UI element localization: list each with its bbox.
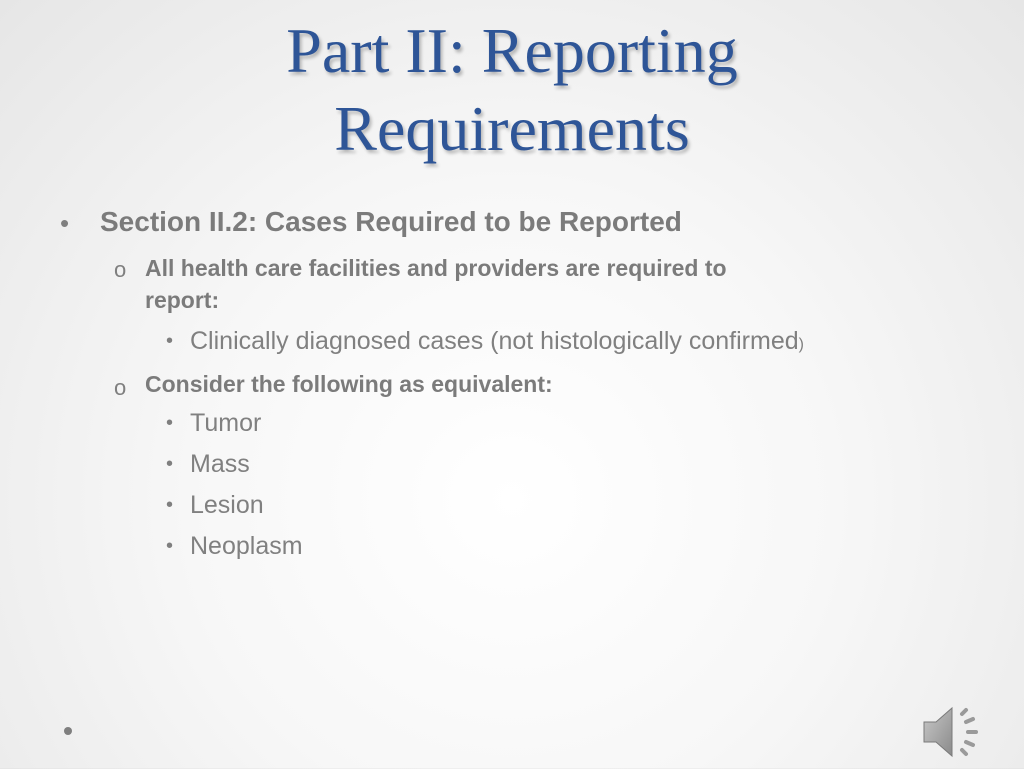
list-item: Tumor: [190, 409, 262, 437]
sub-sub-bullet-marker: •: [166, 330, 174, 352]
empty-bullet-dot: [64, 727, 72, 735]
sub-sub-bullet-marker: •: [166, 412, 174, 434]
sub-bullet-text-line-2: report:: [145, 287, 220, 313]
slide-title-line-2: Requirements: [334, 93, 690, 164]
sub-sub-bullet-marker: •: [166, 494, 174, 516]
bullet-marker: •: [60, 208, 70, 238]
list-item: [190, 327, 804, 356]
sub-sub-bullet-marker: •: [166, 535, 174, 557]
sub-bullet-marker: o: [114, 257, 127, 282]
section-heading: Section II.2: Cases Required to be Reported: [100, 206, 682, 237]
speaker-icon-graphic: [918, 700, 990, 764]
list-item: Lesion: [190, 491, 264, 519]
list-item: Mass: [190, 450, 250, 478]
list-item-close-paren: ): [798, 336, 804, 353]
sub-bullet-text-line-1: All health care facilities and providers are required to: [145, 255, 727, 281]
sub-sub-bullet-marker: •: [166, 453, 174, 475]
list-item-text: Clinically diagnosed cases (not histologically confirmed: [190, 327, 799, 355]
sub-bullet-marker: o: [114, 375, 127, 400]
speaker-icon[interactable]: [918, 700, 990, 764]
sub-bullet-text: Consider the following as equivalent:: [145, 371, 553, 397]
slide-title-line-1: Part II: Reporting: [286, 15, 738, 86]
list-item: Neoplasm: [190, 532, 303, 560]
